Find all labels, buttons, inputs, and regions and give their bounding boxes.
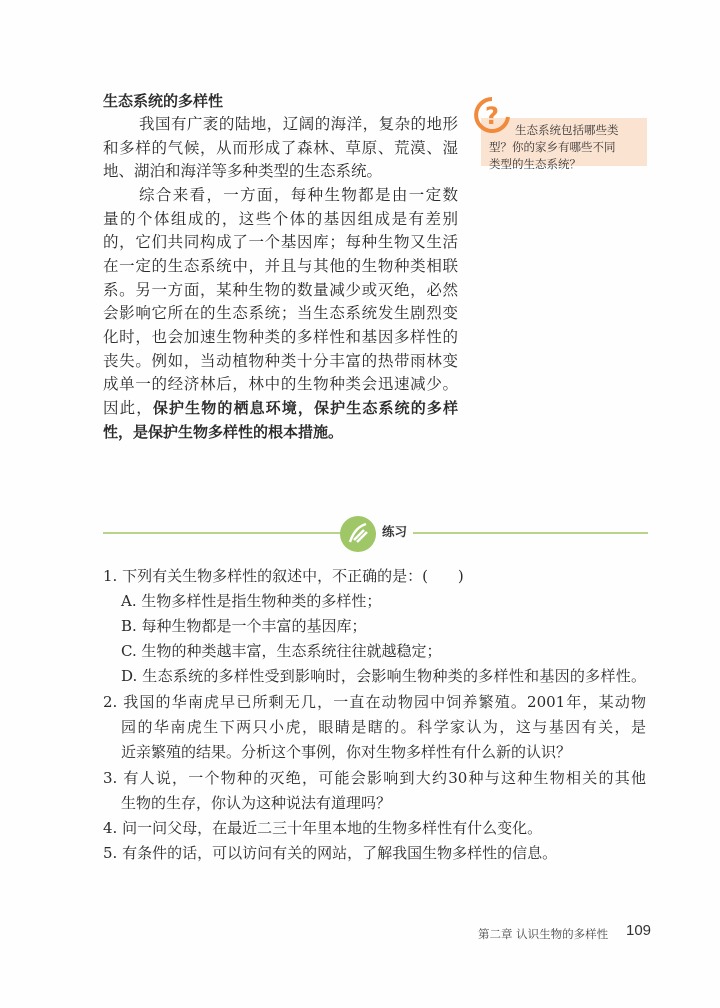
section-title: 生态系统的多样性 [103,92,224,110]
svg-text:?: ? [485,102,499,130]
exercise-item: 1. 下列有关生物多样性的叙述中，不正确的是：( ) [103,567,464,585]
paragraph-line: 会影响它所在的生态系统；当生态系统发生剧烈变 [103,304,458,322]
exercise-item: 生物的生存，你认为这种说法有道理吗？ [121,794,392,812]
chapter-footer: 第二章 认识生物的多样性 [478,927,609,941]
paragraph-line: 的，它们共同构成了一个基因库；每种生物又生活 [103,233,458,251]
text-span: 因此， [103,399,153,417]
exercise-option: D. 生态系统的多样性受到影响时，会影响生物种类的多样性和基因的多样性。 [121,667,646,685]
paragraph-line: 我国有广袤的陆地，辽阔的海洋，复杂的地形 [139,115,458,133]
paragraph-line: 量的个体组成的，这些个体的基因组成是有差别 [103,210,458,228]
paragraph-line: 和多样的气候，从而形成了森林、草原、荒漠、湿 [103,139,458,157]
paragraph-line: 地、湖泊和海洋等多种类型的生态系统。 [103,162,383,180]
exercise-option: C. 生物的种类越丰富，生态系统往往就越稳定； [121,642,442,660]
exercise-item: 2. 我国的华南虎早已所剩无几，一直在动物园中饲养繁殖。2001年，某动物 [103,693,646,711]
page-number: 109 [626,922,652,939]
exercise-option: A. 生物多样性是指生物种类的多样性； [121,592,382,610]
exercise-item: 近亲繁殖的结果。分析这个事例，你对生物多样性有什么新的认识？ [121,743,572,761]
paragraph-line: 系。另一方面，某种生物的数量减少或灭绝，必然 [103,281,458,299]
paragraph-line: 在一定的生态系统中，并且与其他的生物种类相联 [103,257,458,275]
aside-line: 类型的生态系统？ [489,157,581,171]
aside-line: 型？你的家乡有哪些不同 [489,140,616,154]
exercise-item: 园的华南虎生下两只小虎，眼睛是瞎的。科学家认为，这与基因有关，是 [121,718,646,736]
exercise-item: 3. 有人说，一个物种的灭绝，可能会影响到大约30种与这种生物相关的其他 [103,769,646,787]
paragraph-line: 丧失。例如，当动植物种类十分丰富的热带雨林变 [103,352,458,370]
exercise-option: B. 每种生物都是一个丰富的基因库； [121,617,367,635]
aside-line: 生态系统包括哪些类 [515,123,619,137]
paragraph-line: 成单一的经济林后，林中的生物种类会迅速减少。 [103,375,458,393]
bold-conclusion: 性，是保护生物多样性的根本措施。 [103,423,344,441]
pen-icon [340,516,376,552]
question-icon [472,95,512,135]
paragraph-line [103,398,458,418]
paragraph-line: 综合来看，一方面，每种生物都是由一定数 [139,186,458,204]
exercise-item: 5. 有条件的话，可以访问有关的网站，了解我国生物多样性的信息。 [103,844,558,862]
paragraph-line: 化时，也会加速生物种类的多样性和基因多样性的 [103,328,458,346]
exercise-item: 4. 问一问父母，在最近二三十年里本地的生物多样性有什么变化。 [103,819,543,837]
bold-conclusion: 保护生物的栖息环境，保护生态系统的多样 [152,399,458,417]
exercise-title: 练习 [376,522,413,540]
